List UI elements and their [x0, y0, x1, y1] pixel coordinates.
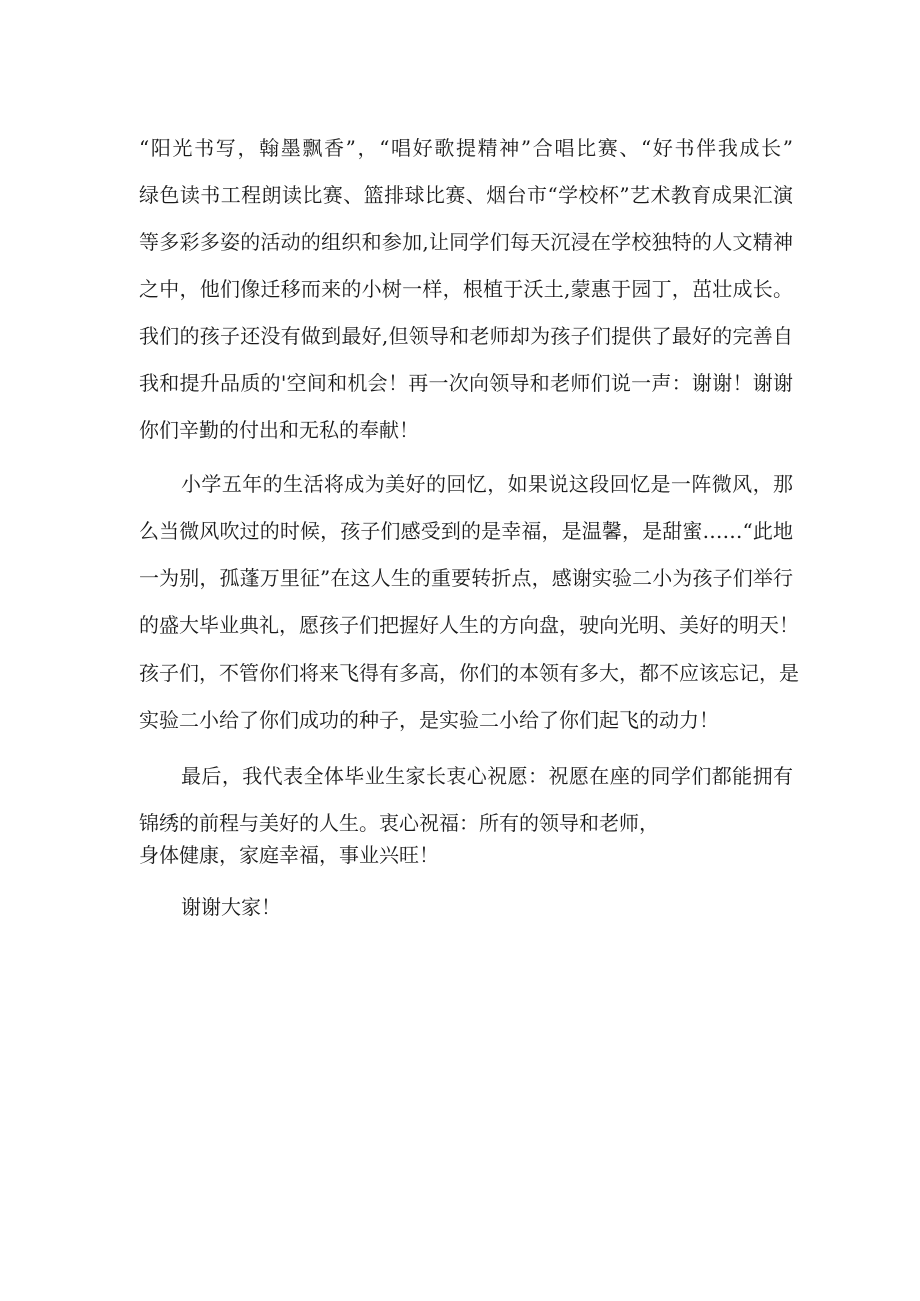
paragraph-1-line-2: 绿色读书工程朗读比赛、篮排球比赛、烟台市“学校杯”艺术教育成果汇演 — [139, 183, 793, 207]
paragraph-3-line-2: 锦绣的前程与美好的人生。衷心祝福：所有的领导和老师， — [139, 811, 659, 835]
paragraph-2-line-1: 小学五年的生活将成为美好的回忆，如果说这段回忆是一阵微风，那 — [181, 472, 793, 496]
paragraph-3-line-3: 身体健康，家庭幸福，事业兴旺！ — [139, 843, 439, 867]
paragraph-1-line-3: 等多彩多姿的活动的组织和参加,让同学们每天沉浸在学校独特的人文精神 — [139, 230, 793, 254]
paragraph-3-line-1: 最后，我代表全体毕业生家长衷心祝愿：祝愿在座的同学们都能拥有 — [181, 764, 793, 788]
paragraph-2-line-4: 的盛大毕业典礼，愿孩子们把握好人生的方向盘，驶向光明、美好的明天！ — [139, 613, 799, 637]
paragraph-2-line-2: 么当微风吹过的时候，孩子们感受到的是幸福，是温馨，是甜蜜……“此地 — [139, 519, 793, 543]
paragraph-1-line-6: 我和提升品质的'空间和机会！再一次向领导和老师们说一声：谢谢！谢谢 — [139, 371, 793, 395]
paragraph-1-line-7: 你们辛勤的付出和无私的奉献！ — [139, 418, 419, 442]
paragraph-1-line-4: 之中，他们像迁移而来的小树一样，根植于沃土,蒙惠于园丁，茁壮成长。 — [139, 277, 793, 301]
paragraph-2-line-6: 实验二小给了你们成功的种子，是实验二小给了你们起飞的动力！ — [139, 708, 719, 732]
paragraph-2-line-5: 孩子们，不管你们将来飞得有多高，你们的本领有多大，都不应该忘记，是 — [139, 661, 799, 685]
paragraph-1-line-1: “阳光书写，翰墨飘香”，“唱好歌提精神”合唱比赛、“好书伴我成长” — [139, 136, 793, 160]
paragraph-1-line-5: 我们的孩子还没有做到最好,但领导和老师却为孩子们提供了最好的完善自 — [139, 324, 793, 348]
closing-line: 谢谢大家！ — [181, 895, 281, 919]
paragraph-2-line-3: 一为别，孤蓬万里征”在这人生的重要转折点，感谢实验二小为孩子们举行 — [139, 566, 793, 590]
